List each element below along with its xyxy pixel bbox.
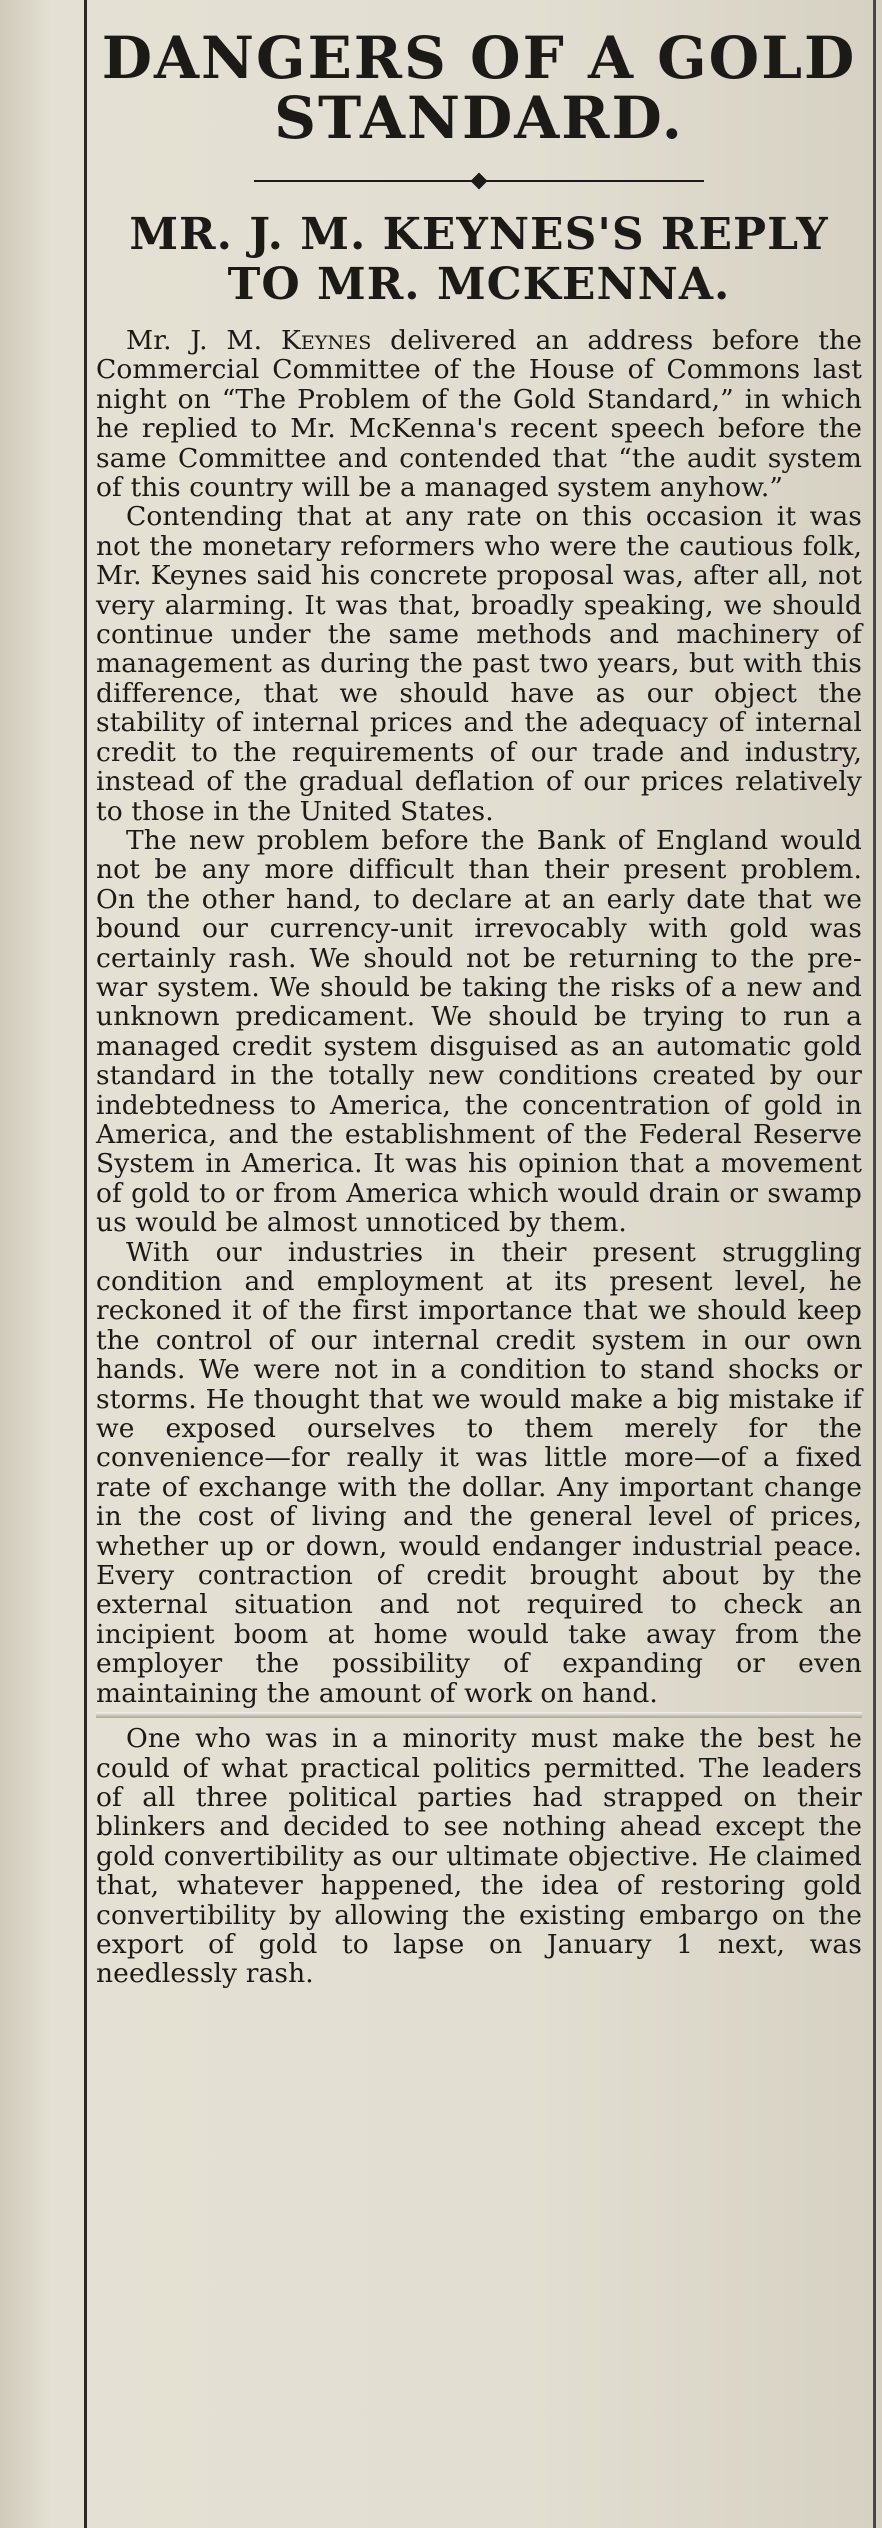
paragraph-4: With our industries in their present struggling condition and employment at its present level, he reckoned it of the first importance that we should keep the control of our internal credit system in our own hands. We were not in a condition to stand shocks or storms. He thought that we would make a big mistake if we exposed ourselves to them merely for the convenience—for really it was little more—of a fixed rate of exchange with the dollar. Any important change in the cost of living and the general level of prices, whether up or down, would endanger industrial peace. Every contraction of credit brought about by the external situation and not required to check an incipient boom at home would take away from the employer the possibility of expanding or even maintaining the amount of work on hand. — [96, 1236, 862, 1709]
paragraph-2: Contending that at any rate on this occasion it was not the monetary reformers who were the cautious folk, Mr. Keynes said his concrete proposal was, after all, not very alarming. It was that, broadly speaking, we should continue under the same methods and machinery of management as during the past two years, but with this difference, that we should have as our object the stability of internal prices and the adequacy of internal credit to the requirements of our trade and industry, instead of the gradual deflation of our prices relatively to those in the United States. — [96, 501, 862, 827]
paragraph-1 — [96, 326, 862, 502]
headline — [96, 24, 862, 152]
paragraph-1-lead: Mr. J. M. — [126, 325, 282, 356]
column-rule-right — [873, 0, 876, 2528]
headline-line-2: STANDARD. — [274, 84, 684, 152]
speaker-name: Keynes — [281, 325, 372, 356]
diamond-ornament-icon — [471, 173, 488, 190]
article-column — [96, 24, 862, 1990]
paragraph-1-text: delivered an address before the Commercial Committee of the House of Commons last night on “The Problem of the Gold Standard,” in which he replied to Mr. McKenna's recent speech before the same Committee and contended that “the audit system of this country will be a managed system anyhow.” — [96, 325, 862, 504]
subhead-line-1: MR. J. M. KEYNES'S REPLY — [129, 209, 829, 260]
headline-line-1: DANGERS OF A GOLD — [101, 24, 857, 92]
subhead-line-2: TO MR. MCKENNA. — [227, 259, 731, 310]
column-rule-left — [84, 0, 87, 2528]
paper-fold — [96, 1712, 862, 1718]
subheadline — [96, 210, 862, 310]
paragraph-3: The new problem before the Bank of England would not be any more difficult than their present problem. On the other hand, to declare at an early date that we bound our currency-unit irrevocably with gold was certainly rash. We should not be returning to the pre-war system. We should be taking the risks of a new and unknown predicament. We should be trying to run a managed credit system disguised as an automatic gold standard in the totally new conditions created by our indebtedness to America, the concentration of gold in America, and the establishment of the Federal Reserve System in America. It was his opinion that a movement of gold to or from America which would drain or swamp us would be almost unnoticed by them. — [96, 824, 862, 1239]
paragraph-5: One who was in a minority must make the best he could of what practical politics permitted. The leaders of all three political parties had strapped on their blinkers and decided to see nothing ahead except the gold convertibility as our ultimate objective. He claimed that, whatever happened, the idea of restoring gold convertibility by allowing the existing embargo on the export of gold to lapse on January 1 next, was needlessly rash. — [96, 1723, 862, 1990]
ornamental-divider — [254, 174, 704, 188]
article-body — [96, 326, 862, 1989]
